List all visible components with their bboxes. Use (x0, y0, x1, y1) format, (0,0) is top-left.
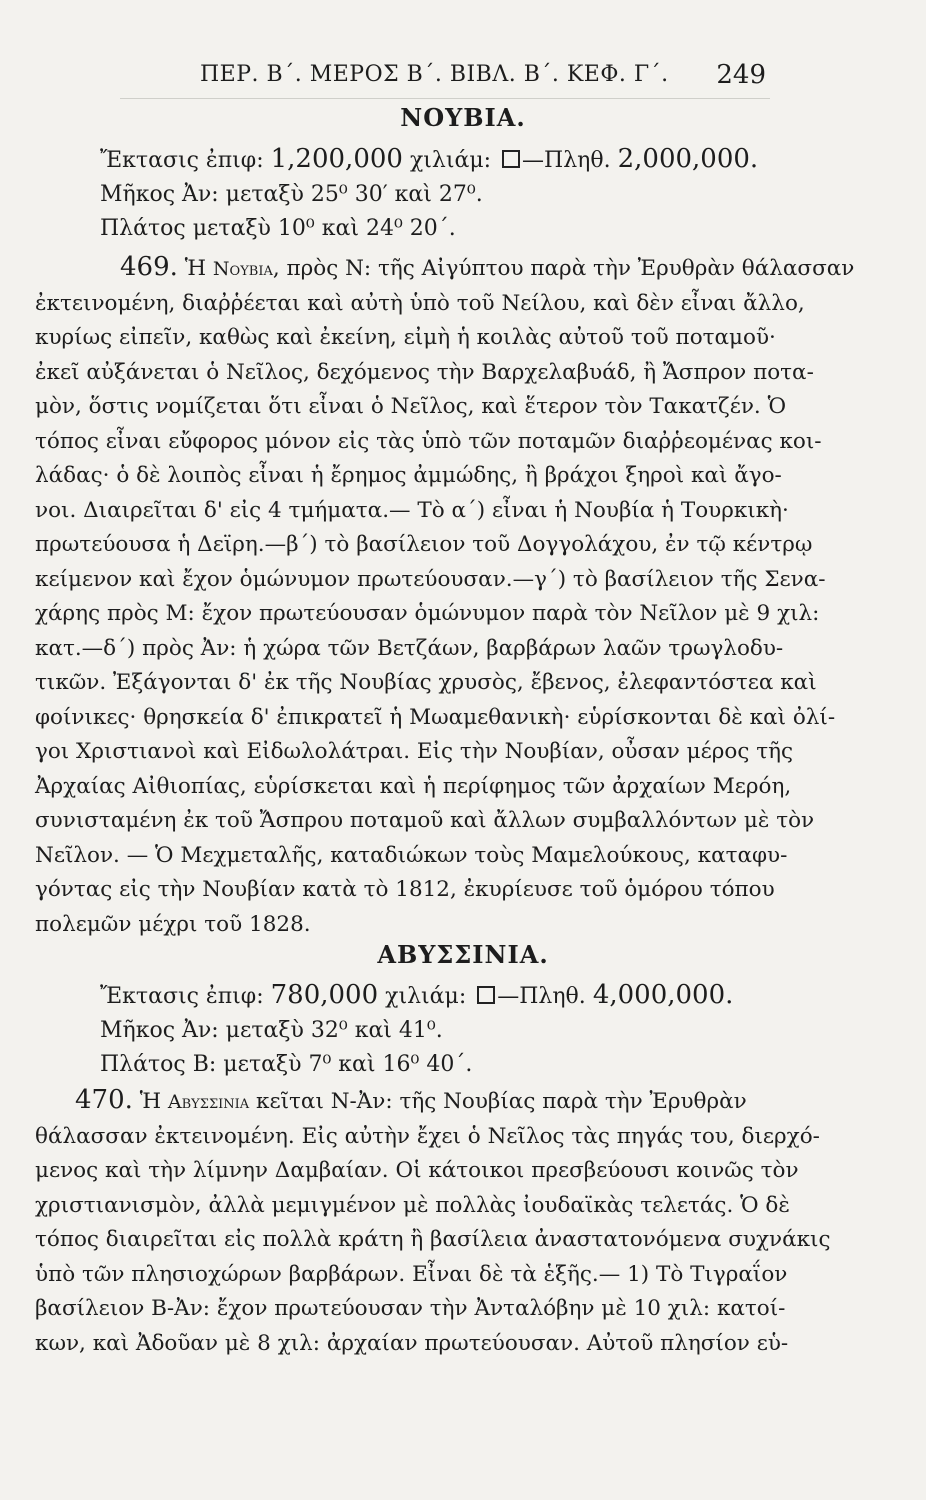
text-line: πρωτεύουσα ἡ Δεϊρη.—β΄) τὸ βασίλειον τοῦ Δογγολάχου, ἐν τῷ κέντρῳ (35, 532, 813, 557)
text-line: θάλασσαν ἐκτεινομένη. Εἰς αὐτὴν ἔχει ὁ Νεῖλος τὰς πηγάς του, διερχό- (35, 1123, 820, 1149)
text-line: γοι Χριστιανοὶ καὶ Εἰδωλολάτραι. Εἰς τὴν Νουβίαν, οὖσαν μέρος τῆς (35, 739, 794, 764)
area-unit: χιλιάμ: (385, 984, 467, 1009)
population-label: —Πληθ. (522, 148, 611, 173)
area-label: Ἔκτασις ἐπιφ: (100, 148, 264, 173)
text-line: ἐκεῖ αὐξάνεται ὁ Νεῖλος, δεχόμενος τὴν Βαρχελαβυάδ, ἢ Ἄσπρον ποτα- (35, 359, 814, 385)
nubia-stats (100, 142, 758, 246)
abyssinia-area-row (100, 978, 733, 1014)
paragraph-lead: Ἡ (184, 256, 213, 281)
abyssinia-width-row: Πλάτος Β: μεταξὺ 7⁰ καὶ 16⁰ 40΄. (100, 1052, 473, 1077)
text-line: νοι. Διαιρεῖται δ' εἰς 4 τμήματα.— Τὸ α΄) εἶναι ἡ Νουβία ἡ Τουρκικὴ· (35, 497, 789, 523)
text-line: βασίλειον Β-Ἀν: ἔχον πρωτεύουσαν τὴν Ἀνταλόβην μὲ 10 χιλ: κατοί- (35, 1296, 786, 1321)
nubia-width-row: Πλάτος μεταξὺ 10⁰ καὶ 24⁰ 20΄. (100, 216, 456, 241)
paragraph-subject: Αβυσσινια (167, 1091, 250, 1113)
text-line: φοίνικες· θρησκεία δ' ἐπικρατεῖ ἡ Μωαμεθανικὴ· εὑρίσκονται δὲ καὶ ὀλί- (35, 704, 836, 730)
text-line: συνισταμένη ἐκ τοῦ Ἄσπρου ποταμοῦ καὶ ἄλλων συμβαλλόντων μὲ τὸν (35, 808, 815, 833)
text-line: κυρίως εἰπεῖν, καθὼς καὶ ἐκείνη, εἰμὴ ἡ κοιλὰς αὐτοῦ τοῦ ποταμοῦ· (35, 325, 776, 350)
paragraph-number: 469. (120, 252, 178, 282)
area-label: Ἔκτασις ἐπιφ: (100, 984, 264, 1009)
nubia-area-row (100, 142, 758, 178)
paragraph-lead: Ἡ (139, 1089, 168, 1114)
text-line: γόντας εἰς τὴν Νουβίαν κατὰ τὸ 1812, ἐκυρίευσε τοῦ ὁμόρου τόπου (35, 877, 775, 902)
population-label: —Πληθ. (497, 984, 586, 1009)
text-line: κων, καὶ Ἀδοῦαν μὲ 8 χιλ: ἀρχαίαν πρωτεύουσαν. Αὐτοῦ πλησίον εὑ- (35, 1330, 789, 1356)
square-symbol-icon (502, 150, 520, 168)
section-title-nubia: ΝΟΥΒΙΑ. (400, 103, 526, 132)
text-line: λάδας· ὁ δὲ λοιπὸς εἶναι ἡ ἔρημος ἀμμώδης, ἢ βράχοι ξηροὶ καὶ ἄγο- (35, 463, 782, 488)
text-line: , πρὸς Ν: τῆς Αἰγύπτου παρὰ τὴν Ἐρυθρὰν θάλασσαν (272, 256, 855, 281)
text-line: χριστιανισμὸν, ἀλλὰ μεμιγμένον μὲ πολλὰς ἰουδαϊκὰς τελετάς. Ὁ δὲ (35, 1192, 790, 1218)
text-line: κείμενον καὶ ἔχον ὁμώνυμον πρωτεύουσαν.—γ΄) τὸ βασίλειον τῆς Σενα- (35, 566, 826, 592)
text-line: τόπος εἶναι εὔφορος μόνον εἰς τὰς ὑπὸ τῶν ποταμῶν διαῤῥεομένας κοι- (35, 428, 822, 454)
text-line: τικῶν. Ἐξάγονται δ' ἐκ τῆς Νουβίας χρυσὸς, ἔβενος, ἐλεφαντόστεα καὶ (35, 670, 817, 695)
header-rule (120, 98, 770, 99)
abyssinia-length-row: Μῆκος Ἀν: μεταξὺ 32⁰ καὶ 41⁰. (100, 1018, 443, 1043)
population-value: 2,000,000. (617, 144, 759, 174)
paragraph-number: 470. (75, 1085, 133, 1115)
text-line: μενος καὶ τὴν λίμνην Δαμβαίαν. Οἱ κάτοικοι πρεσβεύουσι κοινῶς τὸν (35, 1158, 799, 1183)
paragraph-subject: Νουβια (212, 258, 273, 280)
running-head: ΠΕΡ. Β΄. ΜΕΡΟΣ Β΄. ΒΙΒΛ. Β΄. ΚΕΦ. Γ΄. (200, 62, 669, 87)
text-line: χάρης πρὸς Μ: ἔχον πρωτεύουσαν ὁμώνυμον παρὰ τὸν Νεῖλον μὲ 9 χιλ: (35, 601, 820, 626)
text-line: ὑπὸ τῶν πλησιοχώρων βαρβάρων. Εἶναι δὲ τὰ ἑξῆς.— 1) Τὸ Τιγραΐον (35, 1261, 788, 1287)
text-line: πολεμῶν μέχρι τοῦ 1828. (35, 911, 311, 937)
text-line: τόπος διαιρεῖται εἰς πολλὰ κράτη ἢ βασίλεια ἀναστατονόμενα συχνάκις (35, 1227, 831, 1252)
text-line: Νεῖλον. — Ὁ Μεχμεταλῆς, καταδιώκων τοὺς Μαμελούκους, καταφυ- (35, 842, 788, 868)
area-value: 780,000 (270, 980, 379, 1010)
paragraph-first-line (35, 1083, 765, 1120)
text-line: μὸν, ὅστις νομίζεται ὅτι εἶναι ὁ Νεῖλος, καὶ ἕτερον τὸν Τακατζέν. Ὁ (35, 394, 787, 419)
paragraph-first-line (35, 250, 855, 287)
section-title-abyssinia: ΑΒΥΣΣΙΝΙΑ. (377, 940, 549, 969)
abyssinia-stats (100, 978, 733, 1082)
area-value: 1,200,000 (270, 144, 403, 174)
paragraph-469 (35, 250, 855, 942)
text-line: κεῖται Ν-Ἀν: τῆς Νουβίας παρὰ τὴν Ἐρυθρὰν (249, 1089, 747, 1114)
text-line: ἐκτεινομένη, διαῤῥέεται καὶ αὐτὴ ὑπὸ τοῦ Νείλου, καὶ δὲν εἶναι ἄλλο, (35, 290, 805, 316)
nubia-length-row: Μῆκος Ἀν: μεταξὺ 25⁰ 30′ καὶ 27⁰. (100, 182, 483, 207)
paragraph-470 (35, 1083, 831, 1361)
square-symbol-icon (477, 986, 495, 1004)
text-line: Ἀρχαίας Αἰθιοπίας, εὑρίσκεται καὶ ἡ περίφημος τῶν ἀρχαίων Μερόη, (35, 773, 792, 799)
population-value: 4,000,000. (592, 980, 734, 1010)
page-number: 249 (716, 60, 766, 90)
text-line: κατ.—δ΄) πρὸς Ἀν: ἡ χώρα τῶν Βετζάων, βαρβάρων λαῶν τρωγλοδυ- (35, 635, 784, 661)
area-unit: χιλιάμ: (409, 148, 492, 173)
